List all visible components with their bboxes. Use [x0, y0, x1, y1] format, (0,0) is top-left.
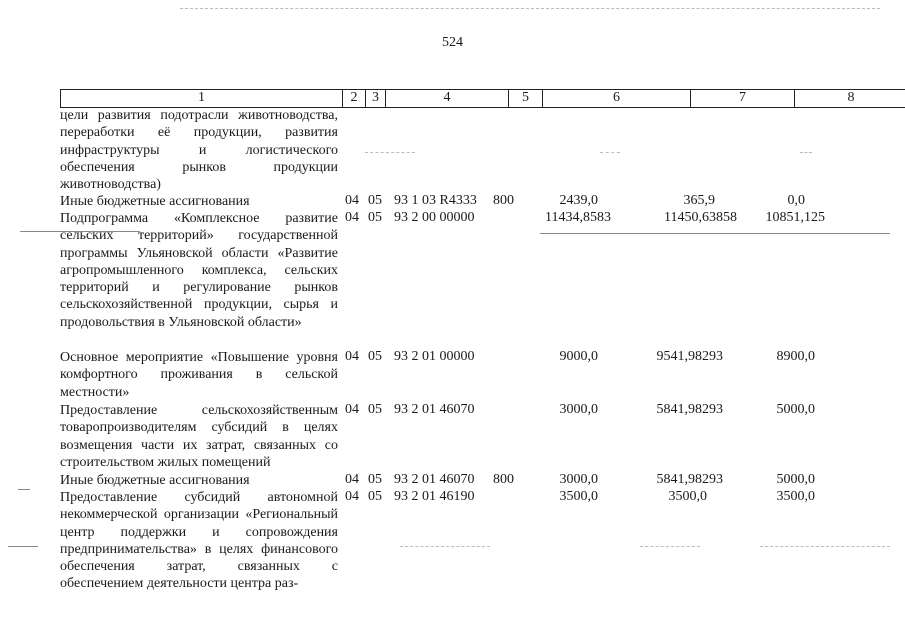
row-col-4: 93 2 01 46070 [394, 402, 475, 417]
row-col-2: 04 [345, 210, 359, 225]
row-col-3: 05 [368, 349, 382, 364]
row-col-4: 93 2 01 00000 [394, 349, 475, 364]
row-col-4: 93 1 03 R4333 [394, 193, 477, 208]
row-col-2: 04 [345, 349, 359, 364]
row-col-8: 10851,125 [765, 210, 825, 225]
row-col-4: 93 2 01 46190 [394, 489, 475, 504]
row-description: Предоставление сельскохозяйственным товаропроизводителям субсидий в целях возмещения части их затрат, связанных со строительством жилых помещений [60, 403, 338, 470]
row-col-7: 9541,98293 [656, 349, 723, 364]
header-col-5: 5 [509, 90, 543, 107]
header-col-7: 7 [691, 90, 795, 107]
row-description: Основное мероприятие «Повышение уровня комфортного проживания в сельской местности» [60, 350, 338, 400]
row-col-8: 3500,0 [776, 489, 815, 504]
row-col-2: 04 [345, 193, 359, 208]
row-col-8: 5000,0 [776, 472, 815, 487]
scan-artifact [365, 152, 415, 153]
header-col-4: 4 [386, 90, 509, 107]
row-col-2: 04 [345, 472, 359, 487]
row-col-4: 93 2 00 00000 [394, 210, 475, 225]
scan-artifact [18, 489, 30, 490]
row-col-8: 8900,0 [776, 349, 815, 364]
row-col-8: 5000,0 [776, 402, 815, 417]
scan-artifact [640, 546, 700, 547]
row-description: Подпрограмма «Комплексное развитие сельских территорий» государственной программы Ульяновской области «Развитие агропромышленного комплекса, сельских территорий и регулирование рынков сельскохозяйственной продукции, сырья и продовольствия в Ульяновской области» [60, 211, 338, 330]
row-col-3: 05 [368, 489, 382, 504]
scan-artifact [800, 152, 812, 153]
row-col-7: 11450,63858 [664, 210, 737, 225]
scan-artifact [8, 546, 38, 547]
header-col-3: 3 [366, 90, 386, 107]
header-col-8: 8 [847, 90, 855, 105]
scan-artifact [20, 231, 140, 232]
row-col-6: 3500,0 [559, 489, 598, 504]
scan-artifact [400, 546, 490, 547]
row-col-6: 2439,0 [559, 193, 598, 208]
row-description: цели развития подотрасли животноводства, переработки её продукции, развития инфраструктуры и логистического обеспечения рынков продукции животноводства) [60, 108, 338, 193]
row-col-4: 93 2 01 46070 [394, 472, 475, 487]
scan-artifact [760, 546, 890, 547]
row-col-8: 0,0 [787, 193, 805, 208]
header-col-1: 1 [61, 90, 343, 107]
row-description: Иные бюджетные ассигнования [60, 473, 250, 488]
row-col-3: 05 [368, 193, 382, 208]
row-col-3: 05 [368, 210, 382, 225]
row-col-2: 04 [345, 402, 359, 417]
row-col-5: 800 [493, 193, 514, 208]
scan-artifact [600, 152, 620, 153]
row-col-5: 800 [493, 472, 514, 487]
page-number: 524 [442, 35, 463, 50]
row-col-6: 3000,0 [559, 402, 598, 417]
row-col-3: 05 [368, 472, 382, 487]
scan-artifact [540, 233, 890, 234]
row-description: Иные бюджетные ассигнования [60, 194, 250, 209]
scan-artifact [180, 8, 880, 9]
header-col-2: 2 [343, 90, 366, 107]
row-col-7: 3500,0 [668, 489, 707, 504]
row-description: Предоставление субсидий автономной некоммерческой организации «Региональный центр поддержки и сопровождения предпринимательства» в целях финансового обеспечения затрат, связанных с обеспечением деятельности центра раз- [60, 490, 338, 592]
row-col-6: 9000,0 [559, 349, 598, 364]
header-col-6: 6 [543, 90, 691, 107]
row-col-3: 05 [368, 402, 382, 417]
table-header [60, 89, 905, 108]
row-col-6: 11434,8583 [545, 210, 611, 225]
row-col-7: 5841,98293 [656, 402, 723, 417]
row-col-6: 3000,0 [559, 472, 598, 487]
row-col-2: 04 [345, 489, 359, 504]
row-col-7: 5841,98293 [656, 472, 723, 487]
row-col-7: 365,9 [683, 193, 715, 208]
